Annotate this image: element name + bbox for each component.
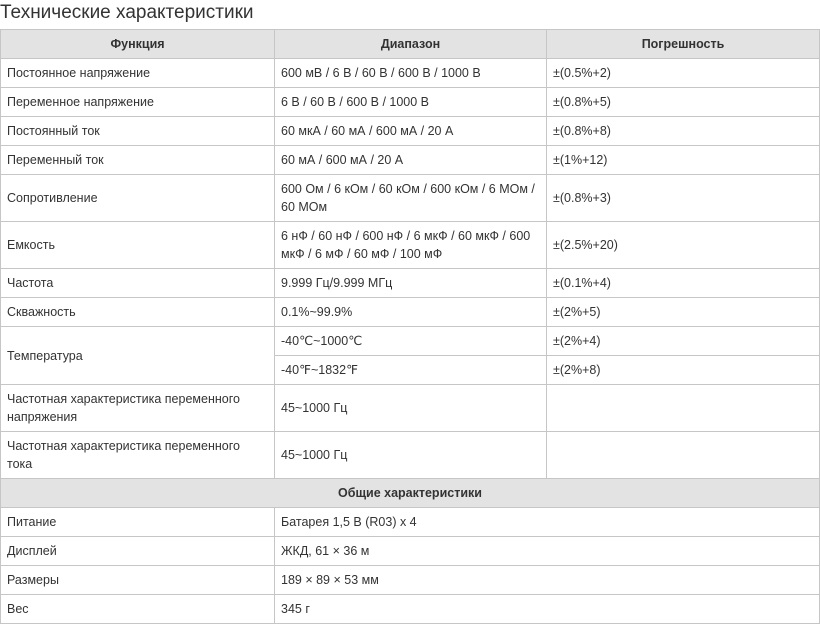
table-row xyxy=(1,269,820,298)
function-cell: Емкость xyxy=(1,222,275,269)
header-accuracy: Погрешность xyxy=(547,30,820,59)
label-cell: Питание xyxy=(1,508,275,537)
value-cell: Батарея 1,5 В (R03) x 4 xyxy=(275,508,820,537)
accuracy-cell: ±(0.8%+5) xyxy=(547,88,820,117)
header-function: Функция xyxy=(1,30,275,59)
table-row xyxy=(1,175,820,222)
label-cell: Вес xyxy=(1,595,275,624)
table-row xyxy=(1,537,820,566)
table-row xyxy=(1,88,820,117)
range-cell: 60 мА / 600 мА / 20 А xyxy=(275,146,547,175)
accuracy-cell: ±(2.5%+20) xyxy=(547,222,820,269)
range-cell: 9.999 Гц/9.999 МГц xyxy=(275,269,547,298)
accuracy-cell: ±(2%+4) xyxy=(547,327,820,356)
table-row xyxy=(1,222,820,269)
value-cell: 189 × 89 × 53 мм xyxy=(275,566,820,595)
range-cell: 600 мВ / 6 В / 60 В / 600 В / 1000 В xyxy=(275,59,547,88)
accuracy-cell: ±(0.1%+4) xyxy=(547,269,820,298)
label-cell: Размеры xyxy=(1,566,275,595)
range-cell: -40℃~1000℃ xyxy=(275,327,547,356)
range-cell: 60 мкА / 60 мА / 600 мА / 20 А xyxy=(275,117,547,146)
function-cell: Частотная характеристика переменного тока xyxy=(1,432,275,479)
function-cell: Переменное напряжение xyxy=(1,88,275,117)
page-title: Технические характеристики xyxy=(0,2,254,23)
table-row xyxy=(1,59,820,88)
accuracy-cell: ±(2%+8) xyxy=(547,356,820,385)
value-cell: ЖКД, 61 × 36 м xyxy=(275,537,820,566)
function-cell: Сопротивление xyxy=(1,175,275,222)
function-cell: Переменный ток xyxy=(1,146,275,175)
accuracy-cell: ±(2%+5) xyxy=(547,298,820,327)
header-range: Диапазон xyxy=(275,30,547,59)
accuracy-cell: ±(0.8%+3) xyxy=(547,175,820,222)
range-cell: 600 Ом / 6 кОм / 60 кОм / 600 кОм / 6 МОм / 60 МОм xyxy=(275,175,547,222)
table-row xyxy=(1,146,820,175)
function-cell: Постоянное напряжение xyxy=(1,59,275,88)
value-cell: 345 г xyxy=(275,595,820,624)
table-row-temperature xyxy=(1,327,820,356)
range-cell: 0.1%~99.9% xyxy=(275,298,547,327)
range-cell: 45~1000 Гц xyxy=(275,385,547,432)
function-cell: Скважность xyxy=(1,298,275,327)
spec-table xyxy=(0,29,820,624)
accuracy-cell: ±(0.5%+2) xyxy=(547,59,820,88)
accuracy-cell xyxy=(547,385,820,432)
function-cell: Постоянный ток xyxy=(1,117,275,146)
table-row xyxy=(1,298,820,327)
table-header-row xyxy=(1,30,820,59)
table-row xyxy=(1,508,820,537)
section-header-row xyxy=(1,479,820,508)
accuracy-cell: ±(1%+12) xyxy=(547,146,820,175)
table-row xyxy=(1,432,820,479)
range-cell: 6 В / 60 В / 600 В / 1000 В xyxy=(275,88,547,117)
table-row xyxy=(1,117,820,146)
general-section-header: Общие характеристики xyxy=(1,479,820,508)
range-cell: 6 нФ / 60 нФ / 600 нФ / 6 мкФ / 60 мкФ / 600 мкФ / 6 мФ / 60 мФ / 100 мФ xyxy=(275,222,547,269)
function-cell: Частотная характеристика переменного напряжения xyxy=(1,385,275,432)
function-cell: Температура xyxy=(1,327,275,385)
label-cell: Дисплей xyxy=(1,537,275,566)
table-row xyxy=(1,566,820,595)
range-cell: 45~1000 Гц xyxy=(275,432,547,479)
accuracy-cell xyxy=(547,432,820,479)
table-row xyxy=(1,385,820,432)
table-row xyxy=(1,595,820,624)
function-cell: Частота xyxy=(1,269,275,298)
accuracy-cell: ±(0.8%+8) xyxy=(547,117,820,146)
range-cell: -40℉~1832℉ xyxy=(275,356,547,385)
